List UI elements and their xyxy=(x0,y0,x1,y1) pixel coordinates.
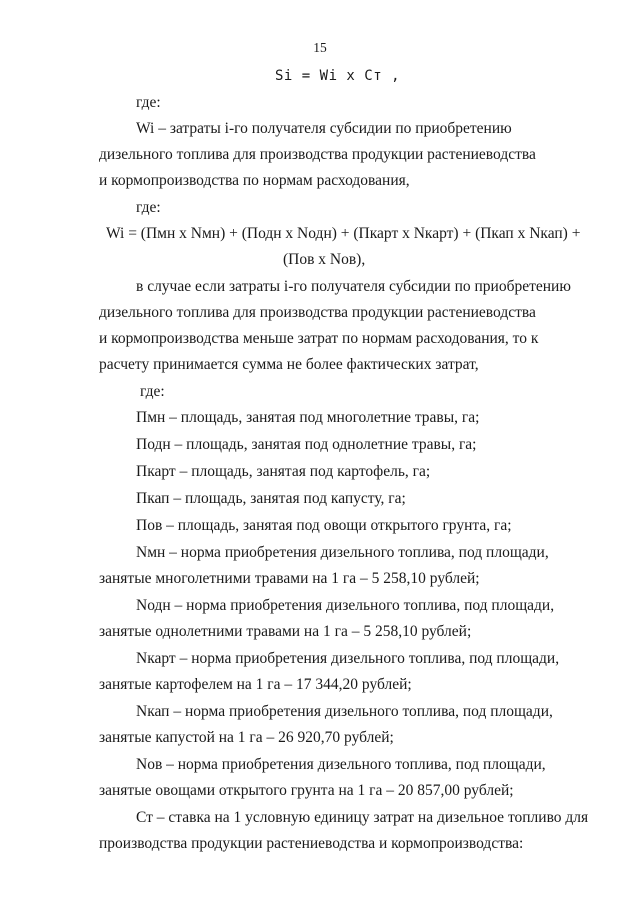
norm-nov-line-2: занятые овощами открытого грунта на 1 га – 20 857,00 рублей; xyxy=(99,782,514,799)
norm-nkart-line-2: занятые картофелем на 1 га – 17 344,20 рублей; xyxy=(99,676,412,693)
condition-line-1: в случае если затраты i-го получателя субсидии по приобретению xyxy=(136,278,571,295)
condition-line-3: и кормопроизводства меньше затрат по нормам расходования, то к xyxy=(99,330,539,347)
area-definition-pkart: Пкарт – площадь, занятая под картофель, га; xyxy=(136,463,431,480)
where-label-3: где: xyxy=(140,383,165,400)
norm-nmn-line-2: занятые многолетними травами на 1 га – 5 258,10 рублей; xyxy=(99,570,480,587)
page-number: 15 xyxy=(313,40,327,55)
wi-definition-line-3: и кормопроизводства по нормам расходования, xyxy=(99,172,410,189)
norm-nov-line-1: Nов – норма приобретения дизельного топлива, под площади, xyxy=(136,756,546,773)
norm-nkap-line-2: занятые капустой на 1 га – 26 920,70 рублей; xyxy=(99,729,394,746)
wi-formula-line-2: (Пов х Nов), xyxy=(283,251,366,268)
norm-nkart-line-1: Nкарт – норма приобретения дизельного топлива, под площади, xyxy=(136,650,560,667)
norm-nodn-line-2: занятые однолетними травами на 1 га – 5 258,10 рублей; xyxy=(99,623,472,640)
condition-line-4: расчету принимается сумма не более фактических затрат, xyxy=(99,356,479,373)
area-definition-pmn: Пмн – площадь, занятая под многолетние травы, га; xyxy=(136,409,480,426)
rate-line-2: производства продукции растениеводства и кормопроизводства: xyxy=(99,835,524,852)
where-label-1: где: xyxy=(136,94,161,111)
area-definition-pov: Пов – площадь, занятая под овощи открытого грунта, га; xyxy=(136,517,512,534)
norm-nodn-line-1: Nодн – норма приобретения дизельного топлива, под площади, xyxy=(136,597,555,614)
wi-definition-line-2: дизельного топлива для производства продукции растениеводства xyxy=(99,146,536,163)
area-definition-pkap: Пкап – площадь, занятая под капусту, га; xyxy=(136,490,406,507)
main-formula: Si = Wi x Ст , xyxy=(275,68,401,84)
norm-nkap-line-1: Nкап – норма приобретения дизельного топлива, под площади, xyxy=(136,703,553,720)
where-label-2: где: xyxy=(136,199,161,216)
norm-nmn-line-1: Nмн – норма приобретения дизельного топлива, под площади, xyxy=(136,544,549,561)
wi-definition-line-1: Wi – затраты i-го получателя субсидии по приобретению xyxy=(136,120,512,137)
rate-line-1: Ст – ставка на 1 условную единицу затрат на дизельное топливо для xyxy=(136,809,589,826)
condition-line-2: дизельного топлива для производства продукции растениеводства xyxy=(99,304,536,321)
area-definition-podn: Подн – площадь, занятая под однолетние травы, га; xyxy=(136,436,477,453)
wi-formula-line-1: Wi = (Пмн х Nмн) + (Подн х Nодн) + (Пкарт х Nкарт) + (Пкап х Nкап) + xyxy=(106,225,581,242)
